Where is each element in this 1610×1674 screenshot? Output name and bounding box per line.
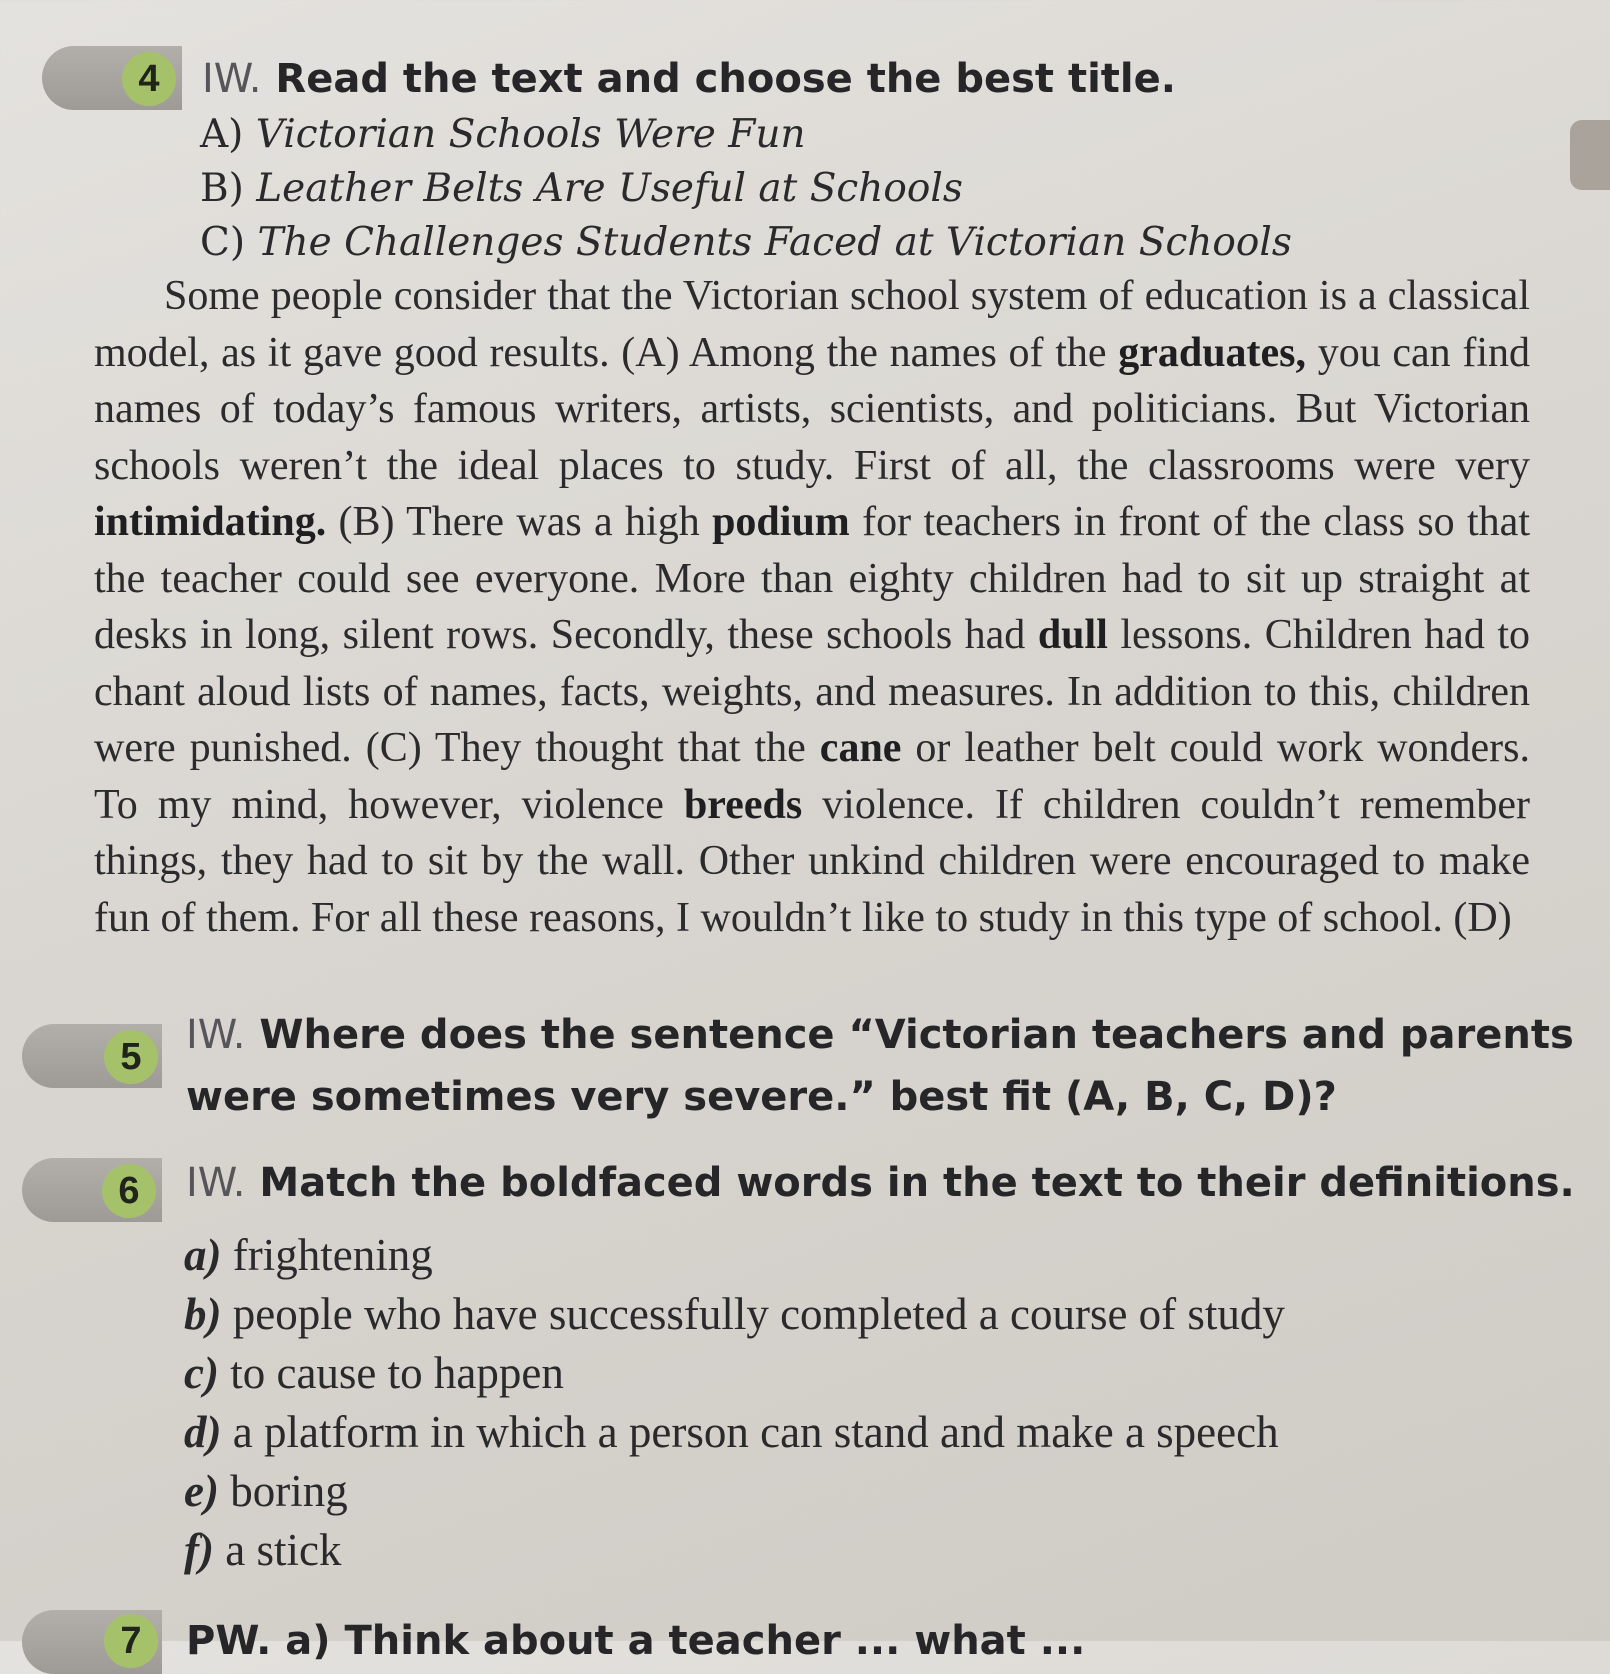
passage-text: Some people consider that the Victorian school system of education is a classical model, as it gave good results. (A) Among the names of the: [94, 273, 1530, 376]
passage-text: for teachers in front of the class so that the teacher could see everyone. More than eighty children had to sit up straight at desks in long, silent rows. Secondly, these schools had: [94, 499, 1530, 658]
option-letter: B): [200, 166, 244, 211]
definition-item: [184, 1285, 1285, 1344]
boldfaced-word: podium: [712, 499, 850, 545]
passage-text: or leather belt could work wonders. To my mind, however, violence: [94, 725, 1530, 828]
definition-letter: d): [184, 1407, 222, 1457]
definition-text: a stick: [225, 1525, 342, 1575]
exercise-5-heading: [186, 1004, 1586, 1128]
exercise-5-instruction-line2: were sometimes very severe.” best fit (A, B, C, D)?: [186, 1074, 1337, 1120]
option-title: Victorian Schools Were Fun: [255, 112, 806, 157]
exercise-6-number: 6: [102, 1164, 156, 1218]
definition-text: to cause to happen: [230, 1348, 564, 1398]
exercise-4-instruction: Read the text and choose the best title.: [275, 56, 1176, 102]
exercise-5-title: [186, 1004, 1574, 1128]
passage-text: violence. If children couldn’t remember things, they had to sit by the wall. Other unkind children were encouraged to make fun of them. For all these reasons, I wouldn’t like to study in this type of school. (D): [94, 781, 1530, 941]
exercise-4-heading: [202, 48, 1176, 110]
definition-letter: f): [184, 1525, 214, 1575]
definition-item: [184, 1226, 1285, 1285]
passage-text: you can find names of today’s famous writers, artists, scientists, and politicians. But Victorian schools weren’t the ideal places to study. First of all, the classrooms were very: [94, 329, 1530, 489]
definition-text: a platform in which a person can stand and make a speech: [232, 1407, 1279, 1457]
definition-letter: a): [184, 1230, 222, 1280]
exercise-7-number: 7: [104, 1614, 158, 1668]
exercise-5-iw: IW.: [186, 1012, 246, 1058]
definition-item: [184, 1521, 1285, 1580]
definition-text: frightening: [232, 1230, 433, 1280]
definition-item: [184, 1403, 1285, 1462]
definition-text: boring: [230, 1466, 348, 1516]
option-letter: C): [200, 220, 246, 265]
definition-text: people who have successfully completed a course of study: [232, 1289, 1285, 1339]
reading-passage: [94, 268, 1530, 946]
exercise-7-title-partial: PW. a) Think about a teacher ... what ...: [186, 1618, 1086, 1664]
definition-item: [184, 1344, 1285, 1403]
option-title: The Challenges Students Faced at Victorian Schools: [257, 220, 1292, 265]
definitions-list: [184, 1226, 1285, 1580]
exercise-6-iw: IW.: [186, 1160, 246, 1206]
definition-item: [184, 1462, 1285, 1521]
option-title: Leather Belts Are Useful at Schools: [256, 166, 963, 211]
exercise-5-number: 5: [104, 1030, 158, 1084]
boldfaced-word: cane: [819, 725, 902, 771]
boldfaced-word: graduates,: [1118, 329, 1307, 376]
title-option-a: [200, 108, 1292, 162]
passage-paragraph: [94, 268, 1530, 946]
passage-text: (B) There was a high: [326, 499, 713, 545]
boldfaced-word: breeds: [683, 781, 803, 828]
boldfaced-word: dull: [1037, 612, 1108, 658]
boldfaced-word: intimidating.: [94, 499, 327, 545]
definition-letter: e): [184, 1466, 219, 1516]
definition-letter: c): [184, 1348, 219, 1398]
exercise-5-instruction-line1: Where does the sentence “Victorian teachers and parents: [259, 1012, 1574, 1058]
option-letter: A): [200, 112, 244, 157]
page-edge-tab: [1570, 120, 1610, 190]
title-option-b: [200, 162, 1292, 216]
exercise-4-iw: IW.: [202, 56, 262, 102]
exercise-4-title: [202, 48, 1176, 110]
title-options: [200, 108, 1292, 270]
exercise-6-heading: [186, 1152, 1575, 1214]
exercise-6-instruction: Match the boldfaced words in the text to their definitions.: [259, 1160, 1575, 1206]
exercise-4-number: 4: [122, 52, 176, 106]
title-option-c: [200, 216, 1292, 270]
exercise-6-title: [186, 1152, 1575, 1214]
definition-letter: b): [184, 1289, 222, 1339]
passage-text: lessons. Children had to chant aloud lists of names, facts, weights, and measures. In addition to this, children were punished. (C) They thought that the: [94, 612, 1530, 771]
